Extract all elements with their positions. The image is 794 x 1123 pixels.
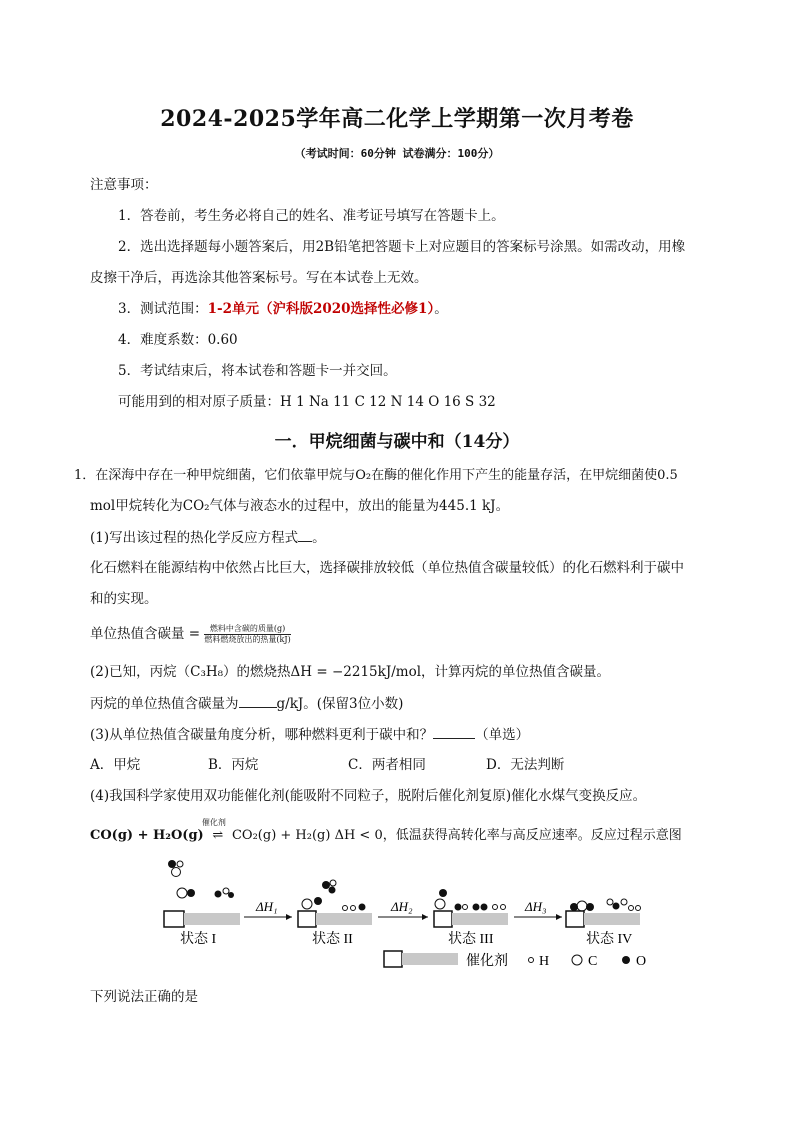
reaction-diagram [160,855,660,975]
catalyst-site-icon [164,911,184,927]
section-heading: 一．甲烷细菌与碳中和（14分） [274,432,520,452]
c-atom-icon [177,888,187,898]
state-2-label: 状态 II [312,932,353,947]
diagram-legend [384,951,646,969]
h-atom-icon [493,905,498,910]
note-3-prefix: 3．测试范围： [118,301,208,317]
o-atom-icon [322,881,330,889]
eq-right: CO₂(g) + H₂(g) ΔH < 0，低温获得高转化率与高反应速率。反应过程示意图 [231,828,682,843]
formula-denominator: 燃料燃烧放出的热量(kJ) [204,635,291,644]
h-atom-icon [621,899,627,905]
q1-part-5: 下列说法正确的是 [90,989,198,1005]
formula-fraction [204,624,290,645]
option-a: A．甲烷 [90,757,141,773]
o-atom-icon [228,892,234,898]
eq-catalyst-label: 催化剂 [201,818,226,827]
state-3-label: 状态 III [448,932,494,947]
reaction-equation [90,818,682,846]
h-atom-icon [351,906,356,911]
eq-arrow-group [201,818,228,846]
option-b: B．丙烷 [208,757,259,773]
o-atom-icon [622,956,630,964]
h-atom-icon [629,906,634,911]
legend-h: H [539,954,550,969]
h-atom-icon [330,880,336,886]
option-c: C．两者相同 [348,757,426,773]
test-range: 1-2单元（沪科版2020选择性必修1） [207,301,435,317]
c-atom-icon [435,899,445,909]
o-atom-icon [473,904,480,911]
answer-blank-3[interactable] [433,724,475,739]
state-2-group [298,880,372,947]
h-atom-icon [636,906,641,911]
formula-numerator: 燃料中含碳的质量(g) [204,624,290,635]
arrow-head-icon [286,914,292,920]
catalyst-bar [184,913,240,925]
q1-intro-line-2: 和的实现。 [90,591,158,607]
q1-part-1-end: 。 [312,530,326,546]
c-atom-icon [302,899,312,909]
answer-blank-1[interactable] [298,527,312,542]
arrow-head-icon [422,914,428,920]
q1-part-1 [90,527,326,548]
arrow-head-icon [556,914,562,920]
catalyst-bar [584,913,640,925]
o-atom-icon [439,889,447,897]
delta-h1-label: ΔH₁ [256,899,278,914]
carbon-formula [90,624,291,645]
option-d: D．无法判断 [486,757,565,773]
note-1: 1．答卷前，考生务必将自己的姓名、准考证号填写在答题卡上。 [118,208,505,224]
note-2-line-2: 皮擦干净后，再选涂其他答案标号。写在本试卷上无效。 [90,270,428,286]
o-atom-icon [314,897,322,905]
q1-part-3-end: （单选） [475,727,530,743]
o-atom-icon [586,903,594,911]
o-atom-icon [359,904,366,911]
o-atom-icon [168,860,176,868]
q1-stem-line-1: 1．在深海中存在一种甲烷细菌，它们依靠甲烷与O₂在酶的催化作用下产生的能量存活，在甲烷细菌使0.5 [74,468,678,483]
o-atom-icon [481,904,488,911]
c-atom-icon [572,955,582,965]
note-5: 5．考试结束后，将本试卷和答题卡一并交回。 [118,363,397,379]
note-2-line-1: 2．选出选择题每小题答案后，用2B铅笔把答题卡上对应题目的答案标号涂黑。如需改动，用橡 [118,239,686,255]
o-atom-icon [187,889,195,897]
q1-part-2-answer [90,693,403,714]
catalyst-bar [402,953,458,965]
answer-blank-2[interactable] [239,693,277,708]
q1-part-2: (2)已知，丙烷（C₃H₈）的燃烧热ΔH = −2215kJ/mol，计算丙烷的单位热值含碳量。 [90,664,611,680]
q1-part-1-text: (1)写出该过程的热化学反应方程式 [90,530,299,546]
h-atom-icon [177,861,183,867]
h-atom-icon [529,958,534,963]
c-atom-icon [172,868,181,877]
state-1-group [164,860,240,947]
delta-h2-label: ΔH₂ [391,899,413,914]
delta-h3-label: ΔH₃ [525,899,547,914]
catalyst-bar [452,913,508,925]
catalyst-site-icon [434,911,452,927]
q1-part-2-answer-prefix: 丙烷的单位热值含碳量为 [90,696,239,712]
atomic-masses: 可能用到的相对原子质量：H 1 Na 11 C 12 N 14 O 16 S 32 [118,394,496,410]
state-4-label: 状态 IV [586,932,633,947]
o-atom-icon [613,903,620,910]
state-3-group [434,889,508,947]
o-atom-icon [455,904,462,911]
catalyst-bar [316,913,372,925]
o-atom-icon [329,887,336,894]
legend-c: C [588,954,598,969]
q1-intro-line-1: 化石燃料在能源结构中依然占比巨大，选择碳排放较低（单位热值含碳量较低）的化石燃料利于碳中 [90,560,684,576]
state-4-group [566,899,641,947]
state-1-label: 状态 I [180,932,217,947]
h-atom-icon [501,905,506,910]
formula-label: 单位热值含碳量 = [90,626,201,642]
legend-catalyst: 催化剂 [466,954,508,969]
h-atom-icon [223,888,229,894]
catalyst-site-icon [566,911,584,927]
note-3 [118,299,448,319]
q1-stem-line-2: mol甲烷转化为CO₂气体与液态水的过程中，放出的能量为445.1 kJ。 [90,498,510,514]
legend-o: O [636,954,647,969]
h-atom-icon [343,906,348,911]
q1-part-4: (4)我国科学家使用双功能催化剂(能吸附不同粒子，脱附后催化剂复原)催化水煤气变换反应。 [90,788,647,804]
o-atom-icon [215,891,222,898]
exam-subtitle: （考试时间：60分钟 试卷满分：100分） [294,147,500,160]
q1-part-3 [90,724,529,745]
h-atom-icon [463,905,468,910]
catalyst-site-icon [384,951,402,967]
q1-part-3-text: (3)从单位热值含碳量角度分析，哪种燃料更利于碳中和？ [90,727,434,743]
h-atom-icon [607,899,613,905]
equilibrium-arrow-icon: ⇌ [212,828,224,843]
notes-heading: 注意事项： [90,177,158,193]
eq-left: CO(g) + H₂O(g) [90,828,204,843]
note-4: 4．难度系数：0.60 [118,332,238,348]
note-3-suffix: 。 [434,301,448,317]
catalyst-site-icon [298,911,316,927]
exam-title: 2024-2025学年高二化学上学期第一次月考卷 [160,106,634,132]
q1-part-2-answer-suffix: g/kJ。(保留3位小数) [276,696,404,712]
c-atom-icon [577,901,587,911]
